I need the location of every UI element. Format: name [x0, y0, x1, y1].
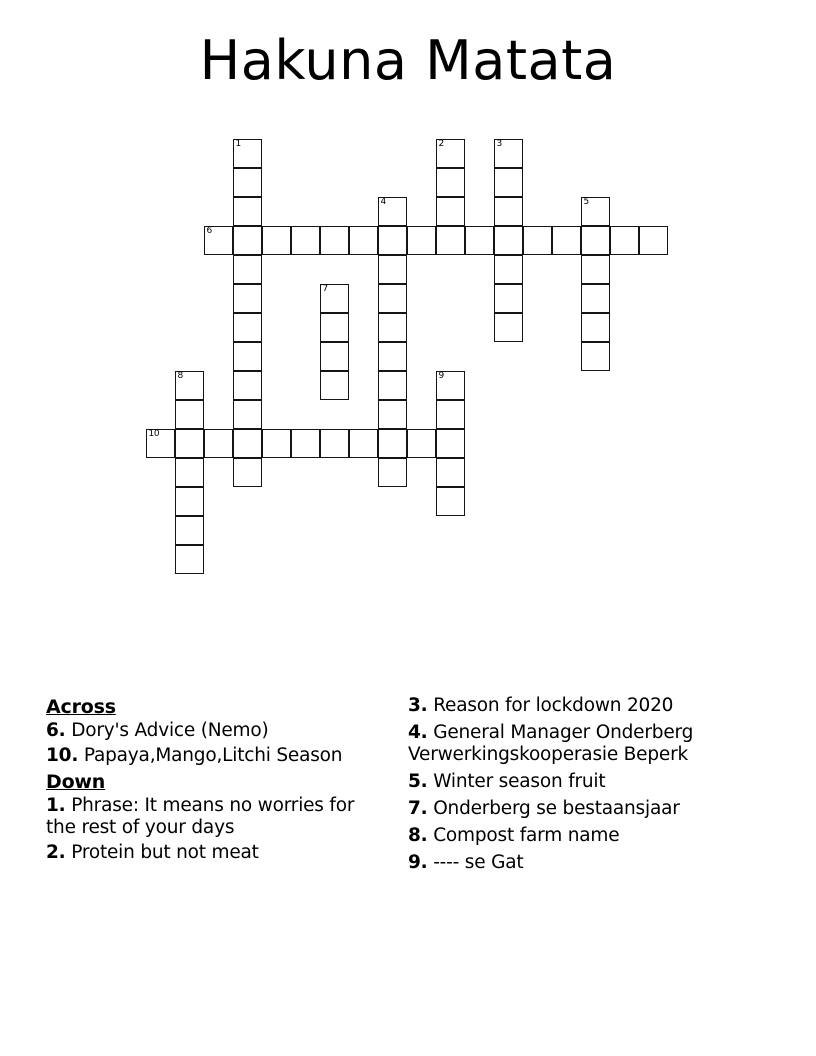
grid-cell[interactable] — [320, 371, 349, 400]
grid-cell-number: 8 — [177, 371, 183, 381]
clue-number: 1. — [46, 795, 66, 816]
grid-cell-number: 2 — [438, 139, 444, 149]
clue-number: 6. — [46, 720, 66, 741]
grid-cell[interactable] — [349, 226, 378, 255]
clue-number: 9. — [408, 852, 428, 873]
grid-cell-numbered-7[interactable] — [320, 284, 349, 313]
grid-cell-numbered-6[interactable] — [204, 226, 233, 255]
grid-cell[interactable] — [233, 342, 262, 371]
grid-cell-numbered-5[interactable] — [581, 197, 610, 226]
grid-cell-numbered-2[interactable] — [436, 139, 465, 168]
grid-cell[interactable] — [320, 342, 349, 371]
grid-cell-numbered-4[interactable] — [378, 197, 407, 226]
grid-cell[interactable] — [378, 400, 407, 429]
grid-cell[interactable] — [233, 197, 262, 226]
grid-cell[interactable] — [233, 429, 262, 458]
grid-cell[interactable] — [320, 313, 349, 342]
grid-cell[interactable] — [291, 429, 320, 458]
grid-cell[interactable] — [494, 226, 523, 255]
grid-cell[interactable] — [175, 487, 204, 516]
clue-text: Reason for lockdown 2020 — [427, 695, 674, 716]
clue-text: Compost farm name — [427, 825, 620, 846]
clue-item[interactable] — [46, 842, 366, 864]
grid-cell[interactable] — [494, 313, 523, 342]
grid-cell[interactable] — [436, 226, 465, 255]
clue-number: 10. — [46, 745, 79, 766]
clue-heading-down: Down — [46, 771, 106, 793]
clue-item[interactable] — [408, 798, 768, 820]
grid-cell[interactable] — [378, 429, 407, 458]
clue-number: 2. — [46, 842, 66, 863]
grid-cell[interactable] — [494, 255, 523, 284]
grid-cell[interactable] — [639, 226, 668, 255]
clue-item[interactable] — [408, 722, 768, 766]
grid-cell[interactable] — [233, 168, 262, 197]
clue-text: Dory's Advice (Nemo) — [65, 720, 269, 741]
grid-cell[interactable] — [378, 371, 407, 400]
clue-item[interactable] — [408, 695, 768, 717]
grid-cell-number: 9 — [438, 371, 444, 381]
grid-cell[interactable] — [233, 255, 262, 284]
grid-cell-number: 6 — [206, 226, 212, 236]
grid-cell[interactable] — [581, 226, 610, 255]
grid-cell[interactable] — [581, 255, 610, 284]
grid-cell[interactable] — [233, 458, 262, 487]
clue-item[interactable] — [408, 825, 768, 847]
grid-cell[interactable] — [378, 313, 407, 342]
grid-cell-number: 5 — [583, 197, 589, 207]
clue-text: Winter season fruit — [427, 771, 606, 792]
clue-text: Onderberg se bestaansjaar — [427, 798, 680, 819]
grid-cell[interactable] — [349, 429, 378, 458]
grid-cell-numbered-10[interactable] — [146, 429, 175, 458]
grid-cell[interactable] — [378, 226, 407, 255]
clue-text: Papaya,Mango,Litchi Season — [78, 745, 343, 766]
grid-cell-number: 3 — [496, 139, 502, 149]
grid-cell[interactable] — [465, 226, 494, 255]
clue-text: Phrase: It means no worries for the rest of your days — [46, 795, 355, 838]
clue-text: Protein but not meat — [65, 842, 259, 863]
grid-cell[interactable] — [436, 197, 465, 226]
grid-cell[interactable] — [233, 226, 262, 255]
page-title: Hakuna Matata — [199, 29, 617, 92]
clue-item[interactable] — [46, 795, 366, 839]
grid-cell[interactable] — [378, 255, 407, 284]
grid-cell[interactable] — [175, 458, 204, 487]
grid-cell[interactable] — [407, 429, 436, 458]
clue-number: 7. — [408, 798, 428, 819]
grid-cell[interactable] — [233, 400, 262, 429]
clues-column-right — [408, 695, 768, 879]
grid-cell[interactable] — [291, 226, 320, 255]
grid-cell[interactable] — [552, 226, 581, 255]
grid-cell-numbered-3[interactable] — [494, 139, 523, 168]
grid-cell[interactable] — [320, 226, 349, 255]
clue-item[interactable] — [408, 771, 768, 793]
grid-cell-numbered-1[interactable] — [233, 139, 262, 168]
grid-cell[interactable] — [175, 429, 204, 458]
grid-cell[interactable] — [581, 342, 610, 371]
grid-cell[interactable] — [494, 168, 523, 197]
grid-cell[interactable] — [378, 342, 407, 371]
grid-cell-number: 1 — [235, 139, 241, 149]
grid-cell[interactable] — [610, 226, 639, 255]
grid-cell[interactable] — [378, 458, 407, 487]
grid-cell[interactable] — [494, 284, 523, 313]
clue-number: 3. — [408, 695, 428, 716]
grid-cell[interactable] — [581, 284, 610, 313]
clues-column-left — [46, 695, 366, 867]
grid-cell[interactable] — [436, 400, 465, 429]
clue-text: General Manager Onderberg Verwerkingskooperasie Beperk — [408, 722, 694, 765]
clue-item[interactable] — [46, 745, 366, 767]
grid-cell[interactable] — [523, 226, 552, 255]
clue-text: ---- se Gat — [427, 852, 524, 873]
clues-section — [0, 695, 816, 975]
grid-cell[interactable] — [320, 429, 349, 458]
grid-cell[interactable] — [262, 226, 291, 255]
grid-cell-number: 7 — [322, 284, 328, 294]
grid-cell[interactable] — [436, 487, 465, 516]
grid-cell-number: 10 — [148, 429, 160, 439]
grid-cell[interactable] — [204, 429, 233, 458]
grid-cell-numbered-9[interactable] — [436, 371, 465, 400]
grid-cell[interactable] — [175, 545, 204, 574]
clue-heading-across: Across — [46, 696, 116, 718]
grid-cell[interactable] — [407, 226, 436, 255]
clue-number: 5. — [408, 771, 428, 792]
grid-cell[interactable] — [262, 429, 291, 458]
grid-cell[interactable] — [175, 400, 204, 429]
grid-cell[interactable] — [233, 313, 262, 342]
grid-cell[interactable] — [175, 516, 204, 545]
grid-cell[interactable] — [436, 429, 465, 458]
grid-cell[interactable] — [494, 197, 523, 226]
grid-cell[interactable] — [233, 371, 262, 400]
grid-cell[interactable] — [436, 168, 465, 197]
grid-cell-number: 4 — [380, 197, 386, 207]
grid-cell[interactable] — [233, 284, 262, 313]
clue-item[interactable] — [46, 720, 366, 742]
grid-cell[interactable] — [378, 284, 407, 313]
clue-item[interactable] — [408, 852, 768, 874]
clue-number: 8. — [408, 825, 428, 846]
grid-cell-numbered-8[interactable] — [175, 371, 204, 400]
grid-cell[interactable] — [581, 313, 610, 342]
clue-number: 4. — [408, 722, 428, 743]
grid-cell[interactable] — [436, 458, 465, 487]
